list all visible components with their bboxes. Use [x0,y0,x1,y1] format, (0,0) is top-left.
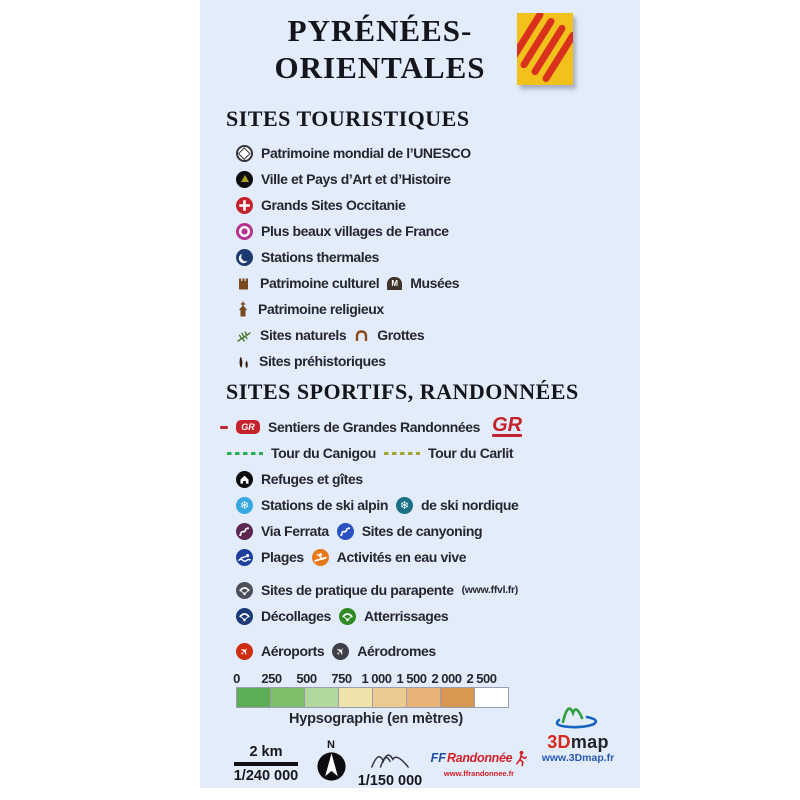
art-histoire-icon [236,171,253,188]
legend-label: Plages [261,549,304,565]
touristiques-list [236,140,471,374]
paraglider-icon [236,582,253,599]
legend-label: Sites de pratique du parapente [261,582,454,598]
legend-row-religieux [236,296,471,322]
legend-label: Stations thermales [261,249,380,265]
3dmap-logo [534,694,622,766]
legend-label: Tour du Carlit [427,445,514,461]
legend-label: Aéroports [261,643,325,659]
ffrandonnee-ff: FF [430,751,446,765]
scale-distance: 2 km [249,744,283,760]
legend-label: Ville et Pays d’Art et d’Histoire [261,171,451,187]
thermal-wave-icon [236,249,253,266]
hypso-box [372,687,407,708]
branch-icon [236,328,252,343]
legend-row-culturel [236,270,471,296]
legend-label: Aérodromes [357,643,436,659]
legend-row-naturels [236,322,471,348]
legend-panel [200,0,640,788]
legend-row-thermales [236,244,471,270]
hypso-box [236,687,271,708]
ffrandonnee-wordmark [426,750,532,767]
hypso-label: 2 500 [466,671,497,686]
legend-row-prehistoriques [236,348,471,374]
aerodrome-plane-icon [332,643,349,660]
north-arrow [312,740,350,784]
legend-label: Décollages [261,608,331,624]
3dmap-mountain-icon [549,694,607,730]
legend-label: Grottes [377,327,425,343]
legend-row-unesco [236,140,471,166]
legend-label: Plus beaux villages de France [261,223,449,239]
legend-label: de ski nordique [420,497,519,513]
walker-icon [513,750,527,767]
hypso-label: 2 000 [431,671,462,686]
svg-text:❄: ❄ [239,499,250,512]
legend-row-ski [236,492,522,518]
legend-label: Grands Sites Occitanie [261,197,406,213]
legend-label: Tour du Canigou [271,445,376,461]
legend-row-villages [236,218,471,244]
hypso-caption: Hypsographie (en mètres) [288,711,464,727]
hypso-box [338,687,373,708]
hypso-label: 750 [331,671,352,686]
scale-ratio: 1/240 000 [233,767,299,784]
svg-text:✈: ✈ [333,643,349,659]
legend-label: Patrimoine culturel [260,275,380,291]
swimmer-icon [236,549,253,566]
legend-row-occitanie [236,192,471,218]
hypso-color-ramp [236,687,508,708]
hypso-box [474,687,509,708]
hypso-label: 1 000 [361,671,392,686]
mountain-peaks-icon [368,745,412,770]
legend-row-parapente [236,577,522,603]
unesco-diamond-icon [236,145,253,162]
legend-label: Refuges et gîtes [261,471,363,487]
scale-bar [228,744,304,784]
legend-row-tours [227,440,522,466]
whitewater-icon [312,549,329,566]
legend-row-aeroports [236,638,522,664]
legend-row-gr [220,414,522,440]
legend-label: Musées [410,275,460,291]
ffrandonnee-name: Randonnée [446,751,513,765]
airport-plane-icon [236,643,253,660]
legend-label: Patrimoine religieux [258,301,384,317]
title-line-1: PYRÉNÉES- [287,13,473,48]
canyoning-icon [337,523,354,540]
cave-arch-icon [354,328,369,342]
refuge-house-icon [236,471,253,488]
legend-label: Atterrissages [363,608,449,624]
legend-label: Via Ferrata [261,523,329,539]
ski-alpin-icon [236,497,253,514]
hypso-box [406,687,441,708]
hypso-box [304,687,339,708]
legend-label: Sites de canyoning [361,523,483,539]
hypso-box [440,687,475,708]
svg-text:✈: ✈ [237,643,253,659]
gr-logo: GR [492,413,523,436]
landing-icon [339,608,356,625]
3dmap-wordmark [534,734,622,750]
ffrandonnee-logo [426,750,532,780]
hypso-label: 0 [233,671,240,686]
occitan-cross-icon [236,197,253,214]
church-icon [236,301,250,317]
legend-label: Sentiers de Grandes Randonnées [268,419,481,435]
legend-row-vpah [236,166,471,192]
gr-trail-dash-icon [220,426,228,429]
hypso-label: 250 [261,671,282,686]
title-line-2: ORIENTALES [274,50,486,85]
gr-pill-icon: GR [236,420,260,434]
legend-row-refuges [236,466,522,492]
compass-icon [315,750,348,783]
canigou-dash-icon [227,452,263,455]
hypso-label: 500 [296,671,317,686]
legend-row-decollages [236,603,522,629]
sportifs-list [236,414,522,664]
relief-ratio: 1/150 000 [357,773,423,789]
catalan-flag-logo [517,13,573,85]
relief-scale [350,745,430,789]
3dmap-url: www.3Dmap.fr [541,752,615,764]
legend-label: Patrimoine mondial de l’UNESCO [261,145,471,161]
section-heading-sportifs: SITES SPORTIFS, RANDONNÉES [226,379,579,404]
svg-text:❄: ❄ [399,499,410,512]
takeoff-icon [236,608,253,625]
3dmap-3d: 3D [547,732,571,752]
hypso-box [270,687,305,708]
legend-row-ferrata [236,518,522,544]
legend-label: Sites naturels [260,327,347,343]
section-heading-touristiques: SITES TOURISTIQUES [226,106,470,131]
menhirs-icon [236,354,251,369]
legend-label: Stations de ski alpin [261,497,388,513]
hypso-label: 1 500 [396,671,427,686]
carlit-dash-icon [384,452,420,455]
via-ferrata-icon [236,523,253,540]
legend-row-plages [236,544,522,570]
north-label: N [327,739,335,751]
3dmap-map: map [570,732,609,752]
scale-bar-line [234,762,298,766]
ffvl-url-note: (www.ffvl.fr) [461,584,518,596]
ski-nordique-icon [396,497,413,514]
hypso-scale-labels [219,671,499,686]
castle-icon [236,275,252,291]
ffrandonnee-url: www.ffrandonnee.fr [443,769,515,778]
legend-label: Activités en eau vive [336,549,467,565]
map-title [200,12,560,86]
museum-icon: M [387,277,402,290]
legend-label: Sites préhistoriques [259,353,386,369]
beaux-villages-icon [236,223,253,240]
